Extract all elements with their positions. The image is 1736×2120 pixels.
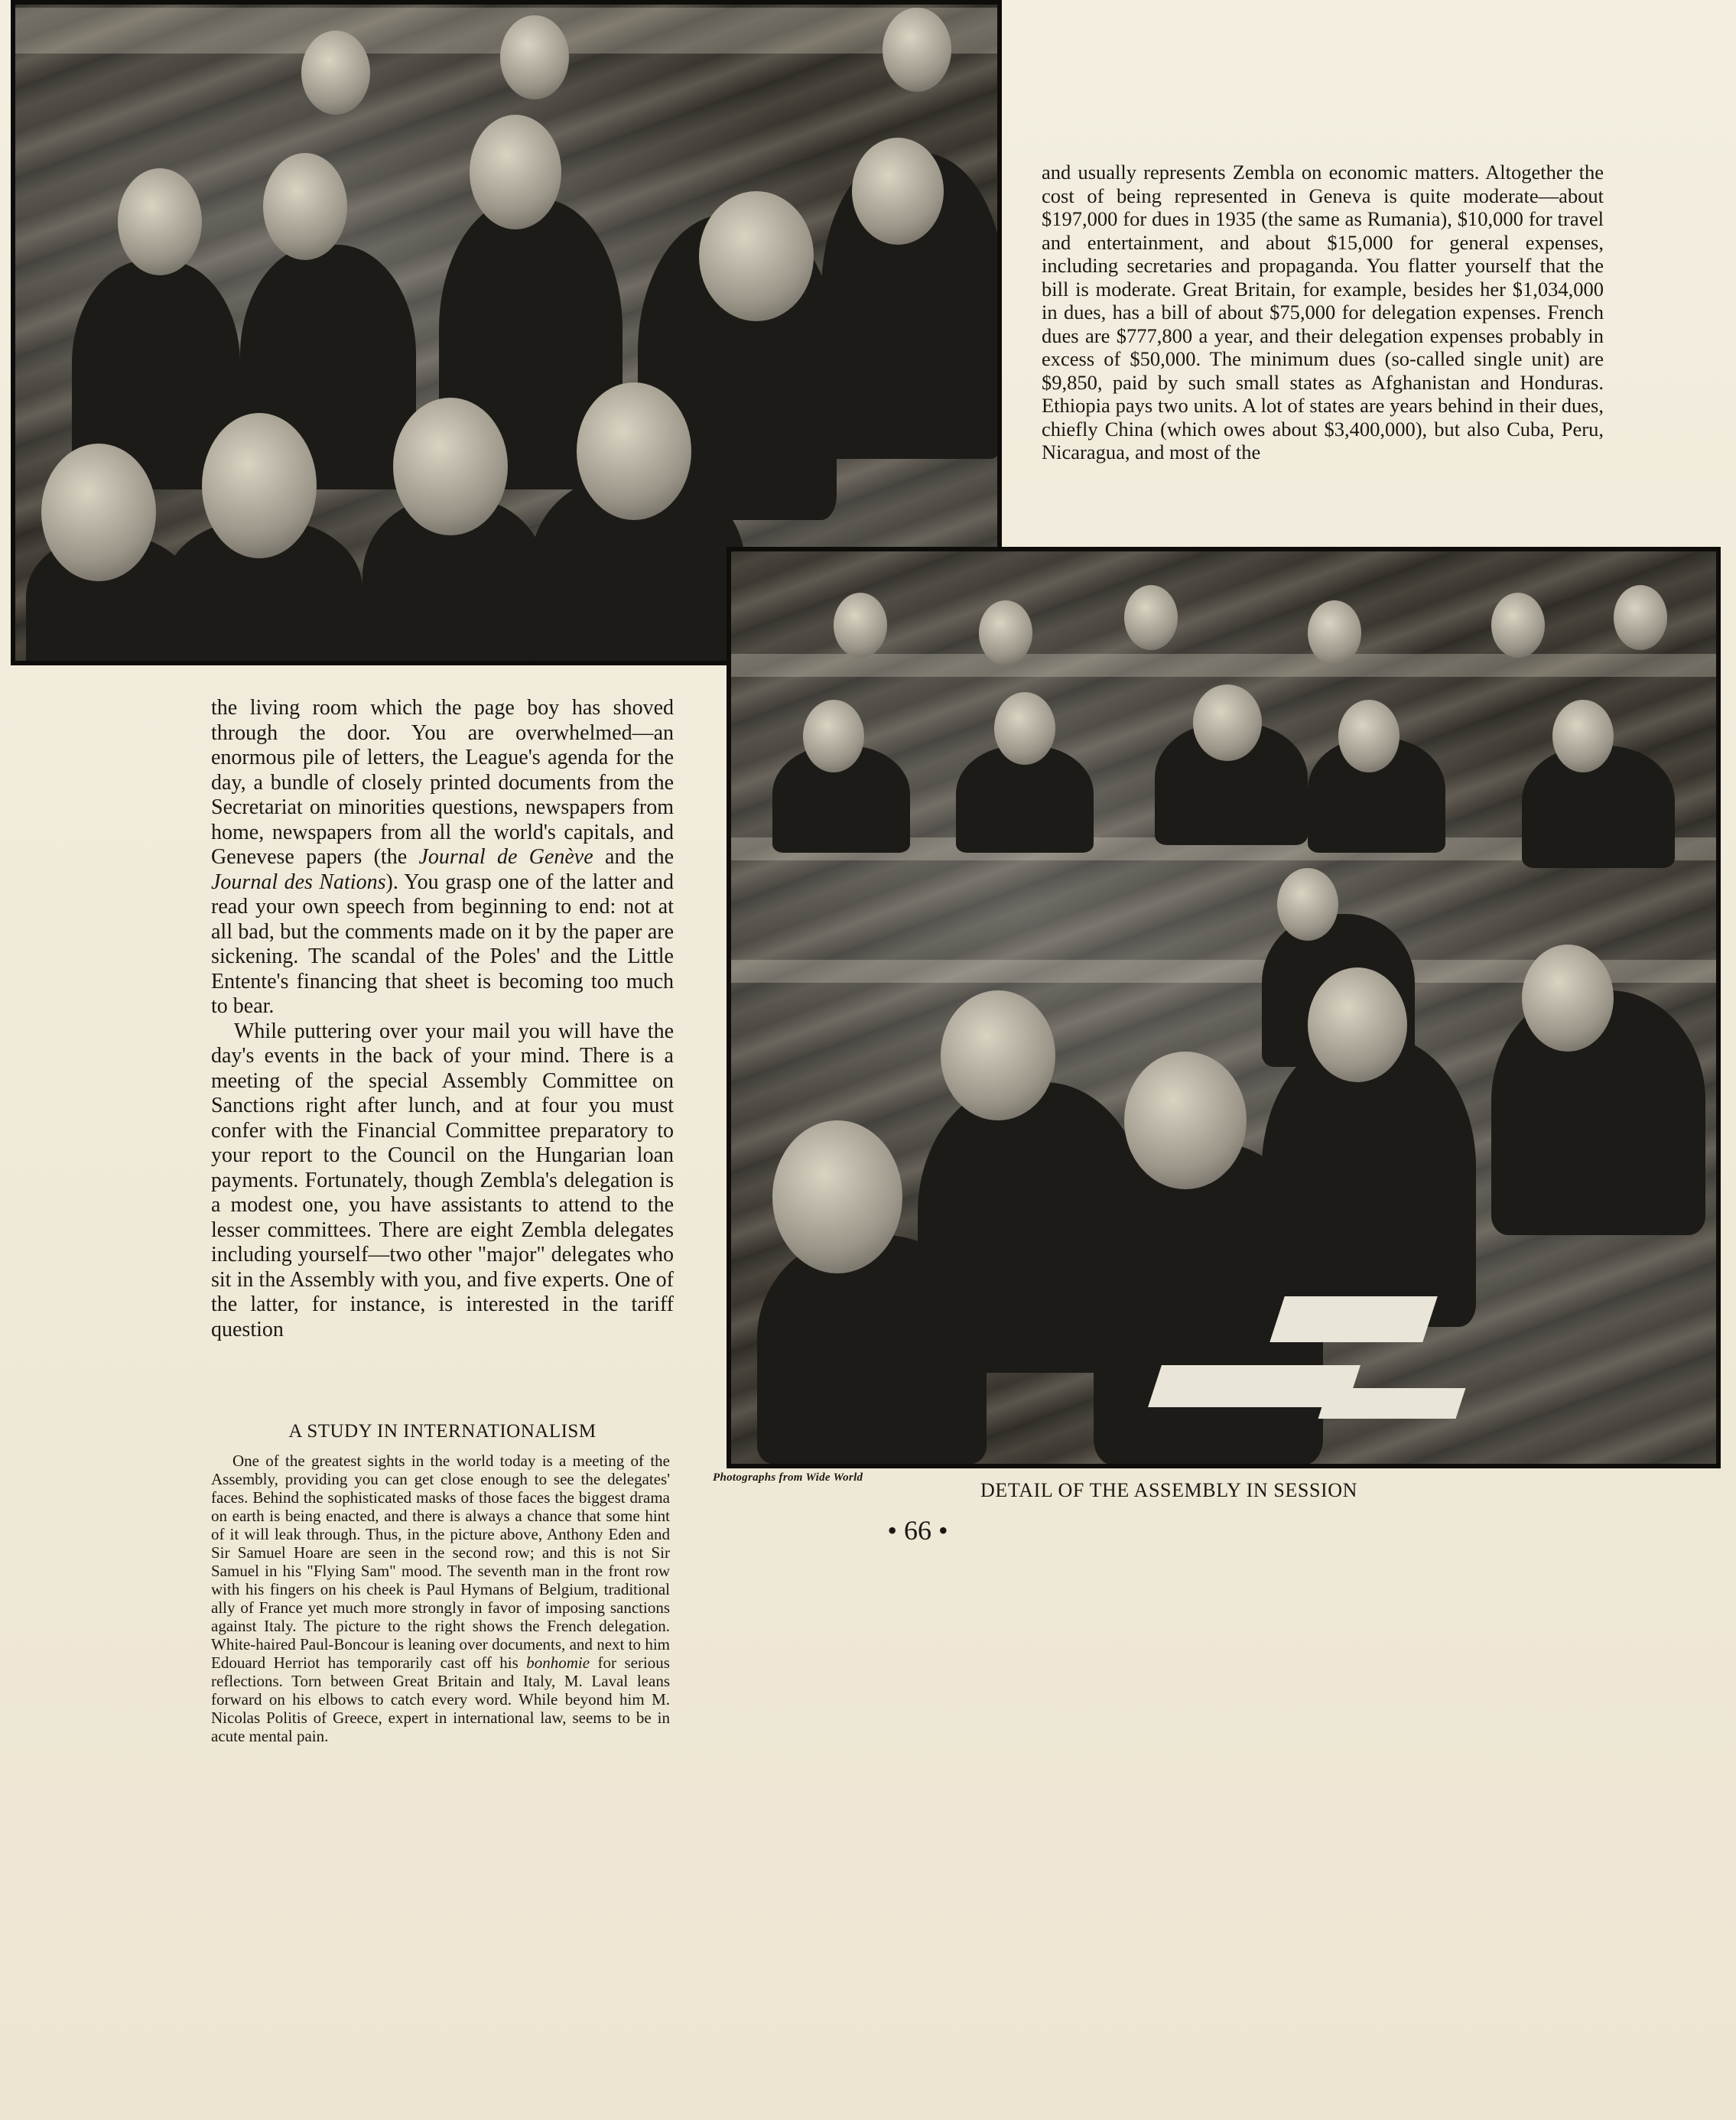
photo-credit: Photographs from Wide World: [713, 1471, 863, 1484]
sidebar-heading: A STUDY IN INTERNATIONALISM: [288, 1421, 597, 1442]
article-paragraph: While puttering over your mail you will have the day's events in the back of your mind. There is a meeting of the special Assembly Committee on Sanctions right after lunch, and at four you must confer with the Financial Committee preparatory to your report to the Council on the Hungarian loan payments. Fortunately, though Zembla's delegation is a modest one, you have assistants to attend to the lesser committees. There are eight Zembla delegates including yourself—two other "major" delegates who sit in the Assembly with you, and five experts. One of the latter, for instance, is interested in the tariff question: [211, 1019, 674, 1341]
assembly-in-session-photo: [727, 547, 1721, 1468]
continuation-paragraph: and usually represents Zembla on economic matters. Altogether the cost of being represented in Geneva is quite moderate—about $197,000 for dues in 1935 (the same as Rumania), $10,000 for travel and entertainment, and about $15,000 for general expenses, including secretaries and propaganda. You flatter yourself that the bill is moderate. Great Britain, for example, besides her $1,034,000 in dues, has a bill of about $75,000 for delegation expenses. French dues are $777,800 a year, and their delegation expenses probably in excess of $50,000. The minimum dues (so-called single unit) are $9,850, paid by such small states as Afghanistan and Honduras. Ethiopia pays two units. A lot of states are years behind in their dues, chiefly China (which owes about $3,400,000), but also Cuba, Peru, Nicaragua, and most of the: [1042, 161, 1604, 463]
photo-caption: DETAIL OF THE ASSEMBLY IN SESSION: [980, 1479, 1358, 1501]
page-number: • 66 •: [887, 1515, 948, 1546]
article-column: [211, 696, 674, 1342]
article-paragraph: the living room which the page boy has shoved through the door. You are overwhelmed—an enormous pile of letters, the League's agenda for the day, a bundle of closely printed documents from the Secretariat on minorities questions, newspapers from home, newspapers from all the world's capitals, and Genevese papers (the Journal de Genève and the Journal des Nations). You grasp one of the latter and read your own speech from beginning to end: not at all bad, but the comments made on it by the paper are sickening. The scandal of the Poles' and the Little Entente's financing that sheet is becoming too much to bear.: [211, 696, 675, 1018]
sidebar-text: One of the greatest sights in the world today is a meeting of the Assembly, providing you can get close enough to see the delegates' faces. Behind the sophisticated masks of those faces the biggest drama on earth is being enacted, and there is always a chance that some hint of it will leak through. Thus, in the picture above, Anthony Eden and Sir Samuel Hoare are seen in the second row; and this is not Sir Samuel in his "Flying Sam" mood. The seventh man in the front row with his fingers on his cheek is Paul Hymans of Belgium, traditional ally of France yet much more strongly in favor of imposing sanctions against Italy. The picture to the right shows the French delegation. White-haired Paul-Boncour is leaning over documents, and next to him Edouard Herriot has temporarily cast off his bonhomie for serious reflections. Torn between Great Britain and Italy, M. Laval leans forward on his elbows to catch every word. While beyond him M. Nicolas Politis of Greece, expert in international law, seems to be in acute mental pain.: [211, 1452, 670, 1745]
